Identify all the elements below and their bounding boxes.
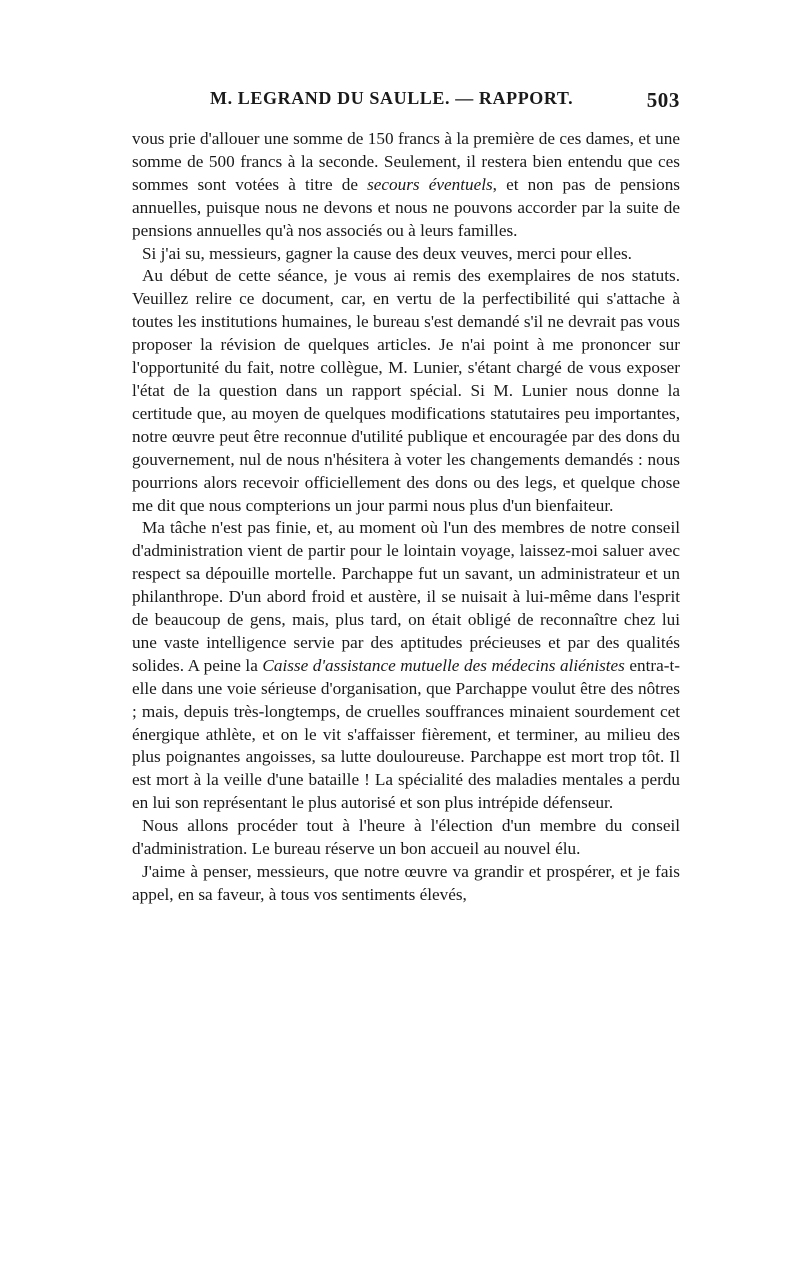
body-text: [132, 128, 680, 907]
paragraph: [132, 861, 680, 907]
text-run: entra-t-elle dans une voie sérieuse d'organisation, que Parchappe voulut être des nôtres ; mais, depuis très-longtemps, de cruelles souffrances minaient sourdement cet énergique athlète, et on le vit s'affaisser fièrement, et terminer, au milieu des plus poignantes angoisses, sa lutte douloureuse. Parchappe est mort trop tôt. Il est mort à la veille d'une bataille ! La spécialité des maladies mentales a perdu en lui son représentant le plus autorisé et son plus intrépide défenseur.: [132, 655, 680, 813]
page-number: 503: [646, 88, 680, 112]
text-run: Au début de cette séance, je vous ai remis des exemplaires de nos statuts. Veuillez relire ce document, car, en vertu de la perfectibilité qui s'attache à toutes les institutions humaines, le bureau s'est demandé s'il ne devrait pas vous proposer la révision de quelques articles. Je n'ai point à me prononcer sur l'opportunité du fait, notre collègue, M. Lunier, s'étant chargé de vous exposer l'état de la question dans un rapport spécial. Si M. Lunier nous donne la certitude que, au moyen de quelques modifications statutaires peu importantes, notre œuvre peut être reconnue d'utilité publique et encouragée par des dons du gouvernement, nul de nous n'hésitera à voter les changements demandés : nous pourrions alors recevoir officiellement des dons ou des legs, et quelque chose me dit que nous compterions un jour parmi nous plus d'un bienfaiteur.: [132, 266, 680, 515]
text-run: Si j'ai su, messieurs, gagner la cause des deux veuves, merci pour elles.: [142, 243, 632, 263]
italic-phrase: Caisse d'assistance mutuelle des médecins aliénistes: [262, 655, 625, 675]
paragraph: [132, 265, 680, 517]
paragraph: [132, 243, 680, 266]
paragraph: [132, 517, 680, 815]
text-run: Nous allons procéder tout à l'heure à l'élection d'un membre du conseil d'administration. Le bureau réserve un bon accueil au nouvel élu.: [132, 816, 680, 859]
text-run: , et non pas de pensions annuelles, puisque nous ne devons et nous ne pouvons accorder par la suite de pensions annuelles qu'à nos associés ou à leurs familles.: [132, 174, 680, 240]
paragraph: [132, 815, 680, 861]
paragraph: [132, 128, 680, 243]
running-head-title: M. LEGRAND DU SAULLE. — RAPPORT.: [210, 88, 574, 108]
text-run: Ma tâche n'est pas finie, et, au moment où l'un des membres de notre conseil d'administration vient de partir pour le lointain voyage, laissez-moi saluer avec respect sa dépouille mortelle. Parchappe fut un savant, un administrateur et un philanthrope. D'un abord froid et austère, il se nuisait à lui-même dans l'esprit de beaucoup de gens, mais, plus tard, on était obligé de reconnaître chez lui une vaste intelligence servie par des aptitudes précieuses et par des qualités solides. A peine la: [132, 518, 680, 675]
text-run: J'aime à penser, messieurs, que notre œuvre va grandir et prospérer, et je fais appel, en sa faveur, à tous vos sentiments élevés,: [132, 862, 680, 904]
italic-phrase: secours éventuels: [367, 174, 493, 194]
text-run: vous prie d'allouer une somme de 150 francs à la première de ces dames, et une somme de 500 francs à la seconde. Seulement, il restera bien entendu que ces sommes sont votées à titre de: [132, 129, 680, 194]
running-head: [132, 88, 680, 118]
